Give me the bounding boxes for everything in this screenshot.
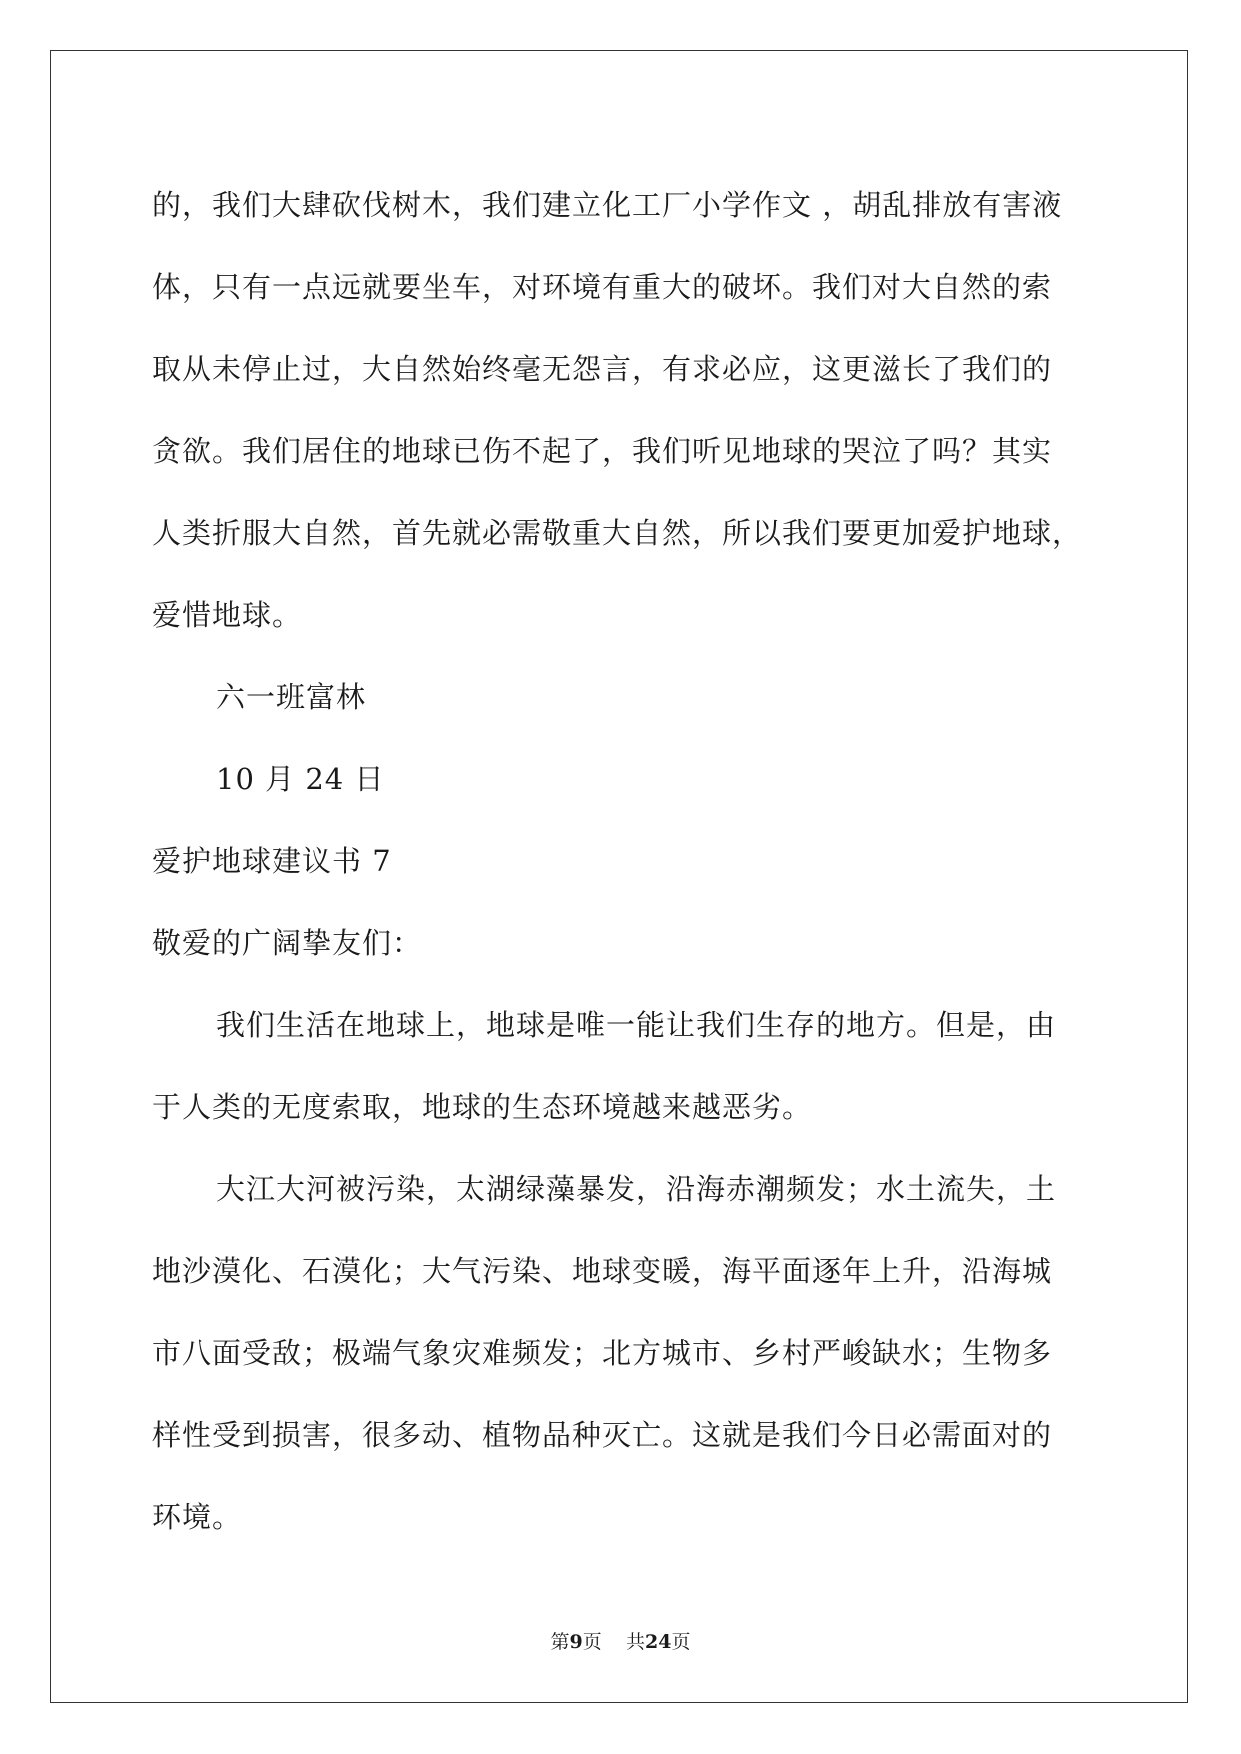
paragraph-line: 地沙漠化、石漠化；大气污染、地球变暖，海平面逐年上升，沿海城 [152,1254,1053,1288]
paragraph-line: 体，只有一点远就要坐车，对环境有重大的破坏。我们对大自然的索 [152,270,1053,304]
footer-prefix: 第 [550,1631,570,1653]
section-title: 爱护地球建议书 7 [152,844,392,878]
signature-author: 六一班富林 [216,680,367,714]
paragraph-line: 取从未停止过，大自然始终毫无怨言，有求必应，这更滋长了我们的 [152,352,1053,386]
paragraph-line: 大江大河被污染，太湖绿藻暴发，沿海赤潮频发；水土流失，土 [216,1172,1057,1206]
paragraph-line: 贪欲。我们居住的地球已伤不起了，我们听见地球的哭泣了吗？其实 [152,434,1053,468]
current-page-number: 9 [569,1631,583,1653]
footer-total-unit: 页 [671,1631,691,1653]
salutation: 敬爱的广阔挚友们： [152,926,423,960]
paragraph-line: 样性受到损害，很多动、植物品种灭亡。这就是我们今日必需面对的 [152,1418,1053,1452]
signature-date: 10 月 24 日 [216,762,385,796]
total-page-number: 24 [644,1631,672,1653]
footer-total-prefix: 共 [625,1631,645,1653]
page-number-footer [0,1630,1241,1654]
paragraph-line: 爱惜地球。 [152,598,303,632]
paragraph-line: 我们生活在地球上，地球是唯一能让我们生存的地方。但是，由 [216,1008,1057,1042]
paragraph-line: 人类折服大自然，首先就必需敬重大自然，所以我们要更加爱护地球， [152,516,1083,550]
paragraph-line: 市八面受敌；极端气象灾难频发；北方城市、乡村严峻缺水；生物多 [152,1336,1053,1370]
paragraph-line: 于人类的无度索取，地球的生态环境越来越恶劣。 [152,1090,813,1124]
paragraph-line: 的，我们大肆砍伐树木，我们建立化工厂小学作文 ，胡乱排放有害液 [152,188,1063,222]
footer-page-unit: 页 [582,1631,602,1653]
document-body [152,164,1120,1558]
paragraph-line: 环境。 [152,1500,243,1534]
